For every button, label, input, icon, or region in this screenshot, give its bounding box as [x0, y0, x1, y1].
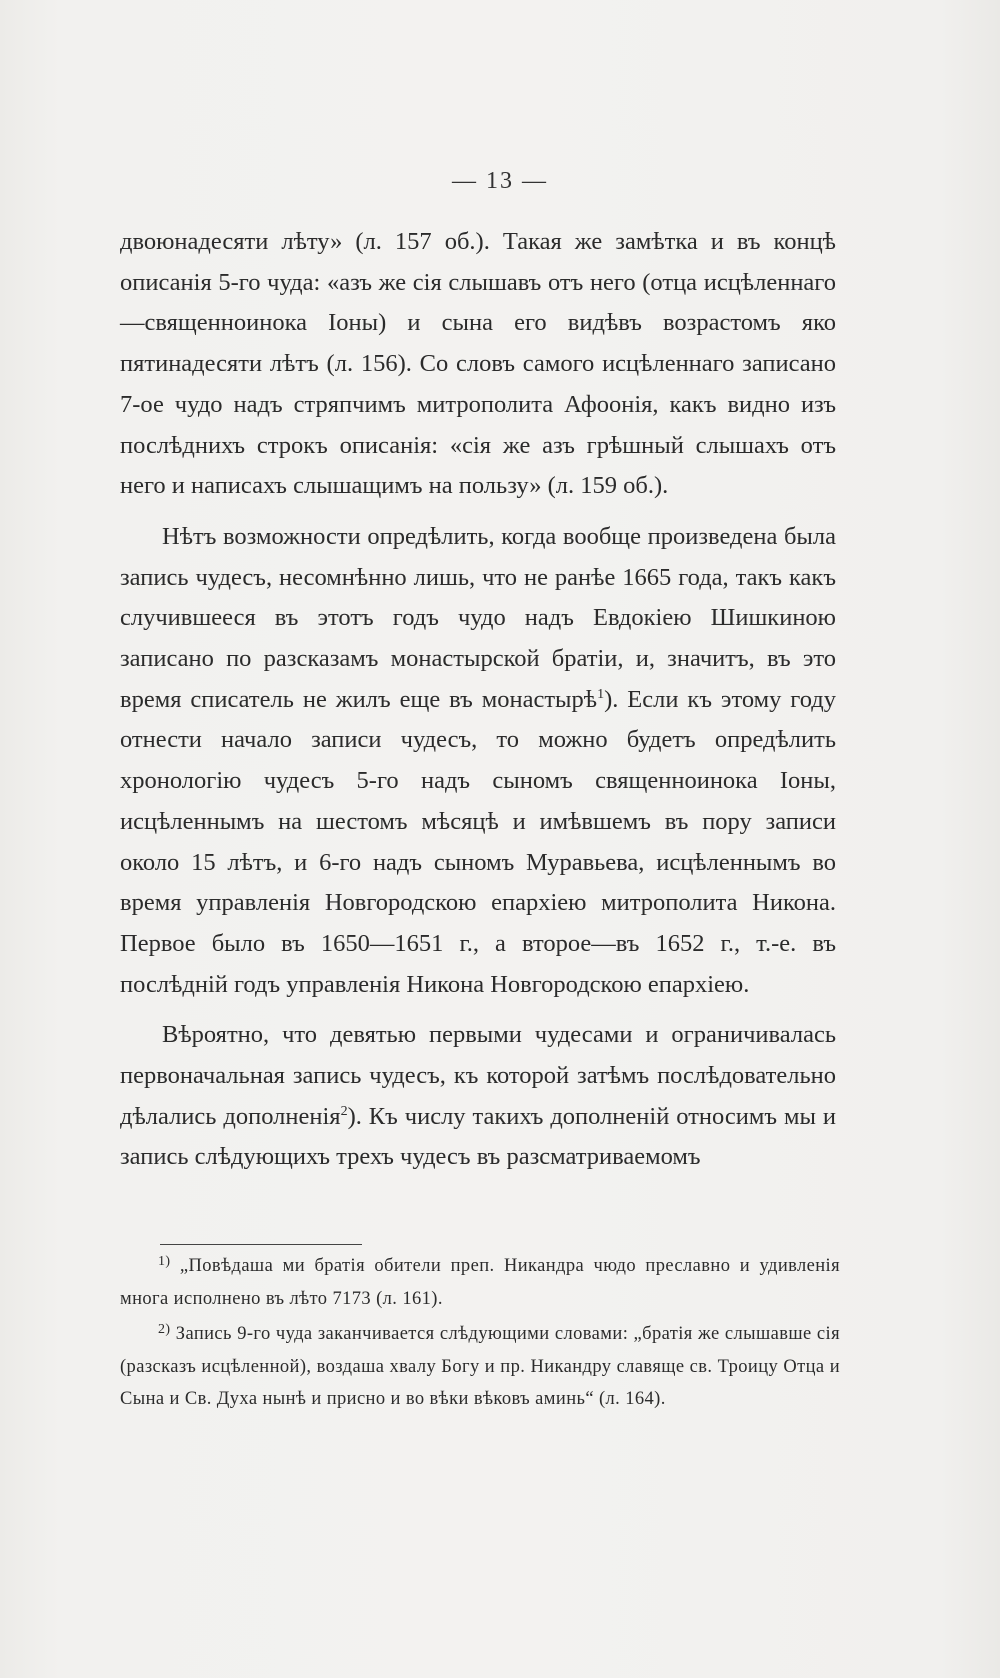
paragraph-2-text-before: Нѣтъ возможности опредѣлить, когда вообще произведена была запись чудесъ, несомнѣнно лишь, что не ранѣе 1665 года, такъ какъ случившееся въ этотъ годъ чудо надъ Евдокіею Шишкиною записано по разсказамъ монастырской братіи, и, значитъ, въ это время списатель не жилъ еще въ монастырѣ: [120, 522, 836, 713]
footnotes: [120, 1250, 840, 1416]
footnote-2-text: Запись 9-го чуда заканчивается слѣдующими словами: „братія же слышавше сія (разсказъ исцѣленной), воздаша хвалу Богу и пр. Никандру славяще св. Троицу Отца и Сына и Св. Духа нынѣ и присно и во вѣки вѣковъ аминь“ (л. 164).: [120, 1324, 840, 1409]
main-text: [120, 222, 836, 1178]
paragraph-3: [120, 1015, 836, 1178]
footnote-2-marker: 2): [158, 1322, 171, 1337]
footnote-2: [120, 1318, 840, 1416]
paragraph-3-text-after: ). Къ числу такихъ дополненій относимъ мы и запись слѣдующихъ трехъ чудесъ въ разсматриваемомъ: [120, 1102, 837, 1171]
footnote-ref-2: 2: [340, 1103, 348, 1119]
paragraph-2-text-after: ). Если къ этому году отнести начало записи чудесъ, то можно будетъ опредѣлить хронологію чудесъ 5-го надъ сыномъ священноинока Іоны, исцѣленнымъ на шестомъ мѣсяцѣ и имѣвшемъ въ пору записи около 15 лѣтъ, и 6-го надъ сыномъ Муравьева, исцѣленнымъ во время управленія Новгородскою епархіею митрополита Никона. Первое было въ 1650—1651 г., а второе—въ 1652 г., т.-е. въ послѣдній годъ управленія Никона Новгородскою епархіею.: [120, 685, 836, 998]
page-number: — 13 —: [452, 168, 548, 194]
paragraph-1: двоюнадесяти лѣту» (л. 157 об.). Такая же замѣтка и въ концѣ описанія 5-го чуда: «азъ же сія слышавъ отъ него (отца исцѣленнаго—священноинока Іоны) и сына его видѣвъ возрастомъ яко пятинадесяти лѣтъ (л. 156). Со словъ самого исцѣленнаго записано 7-ое чудо надъ стряпчимъ митрополита Афоонія, какъ видно изъ послѣднихъ строкъ описанія: «сія же азъ грѣшный слышахъ отъ него и написахъ слышащимъ на пользу» (л. 159 об.).: [120, 228, 836, 500]
paragraph-2: [120, 517, 836, 1005]
footnote-1: [120, 1250, 840, 1315]
paragraph-3-text-before: Вѣроятно, что девятью первыми чудесами и ограничивалась первоначальная запись чудесъ, къ которой затѣмъ послѣдовательно дѣлались дополненія: [120, 1021, 836, 1130]
footnote-1-marker: 1): [158, 1254, 171, 1269]
footnote-ref-1: 1: [597, 686, 605, 702]
footnote-1-text: „Повѣдаша ми братія обители преп. Никандра чюдо преславно и удивленія многа исполнено въ лѣто 7173 (л. 161).: [120, 1256, 841, 1309]
footnote-divider: [160, 1244, 362, 1245]
